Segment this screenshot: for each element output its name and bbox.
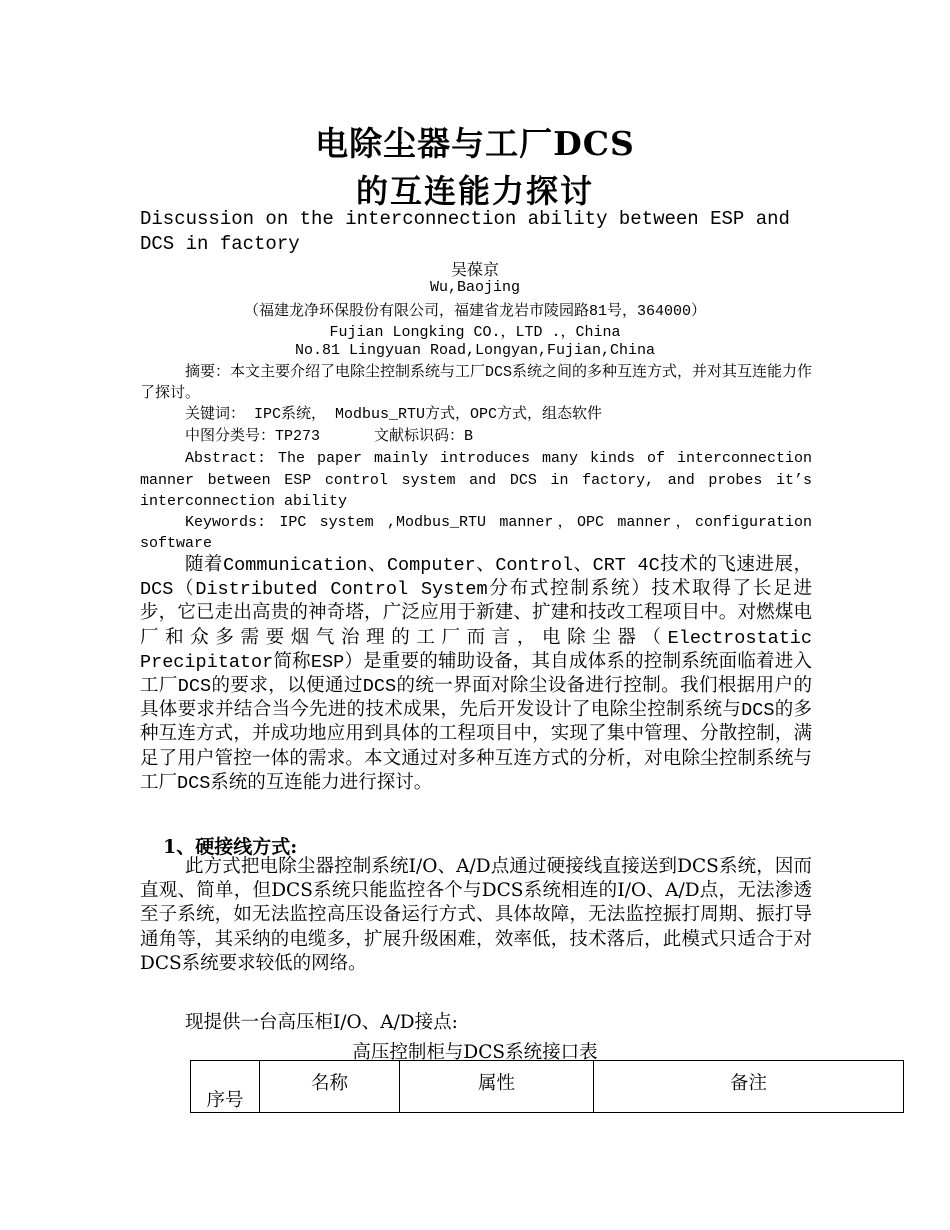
abstract-cn: 摘要：本文主要介绍了电除尘控制系统与工厂DCS系统之间的多种互连方式，并对其互连能力作了探讨。 <box>140 364 813 402</box>
title-en: Discussion on the interconnection ability between ESP and DCS in factory <box>140 208 790 255</box>
table-caption: 高压控制柜与DCS系统接口表 <box>352 1042 598 1063</box>
keywords-cn: 关键词： IPC系统， Modbus_RTU方式，OPC方式，组态软件 <box>185 406 603 423</box>
col-header-attr: 属性 <box>400 1061 594 1113</box>
author-cn: 吴葆京 <box>450 260 499 279</box>
section-1-paragraph: 此方式把电除尘器控制系统I/O、A/D点通过硬接线直接送到DCS系统，因而直观、简单，但DCS系统只能监控各个与DCS系统相连的I/O、A/D点，无法渗透至子系统，如无法监控高压设备运行方式、具体故障，无法监控振打周期、振打导通角等，其采纳的电缆多，扩展升级困难，效率低，技术落后，此模式只适合于对DCS系统要求较低的网络。 <box>140 856 812 974</box>
section-1-heading: 1、硬接线方式: <box>163 836 298 858</box>
classification: 中图分类号：TP273 文献标识码：B <box>185 428 474 445</box>
affiliation-en-line2: No.81 Lingyuan Road,Longyan,Fujian,China <box>294 342 656 359</box>
col-header-name: 名称 <box>260 1061 400 1113</box>
abstract-en: Abstract: The paper mainly introduces many kinds of interconnection manner between ESP control system and DCS in factory, and probes it’s interconnection ability <box>140 450 812 510</box>
title-cn-line1: 电除尘器与工厂DCS <box>315 124 635 163</box>
title-cn-line2: 的互连能力探讨 <box>355 172 594 210</box>
table-header-row <box>191 1061 904 1113</box>
affiliation-cn: （福建龙净环保股份有限公司，福建省龙岩市陵园路81号，364000） <box>243 303 706 320</box>
author-en: Wu,Baojing <box>429 279 520 296</box>
col-header-seq: 序号 <box>191 1061 260 1113</box>
table-intro-line: 现提供一台高压柜I/O、A/D接点: <box>185 1012 458 1033</box>
col-header-note: 备注 <box>594 1061 904 1113</box>
intro-paragraph: 随着Communication、Computer、Control、CRT 4C技术的飞速进展，DCS（Distributed Control System分布式控制系统）技术取得了长足进步，它已走出高贵的神奇塔，广泛应用于新建、扩建和技改工程项目中。对燃煤电厂和众多需要烟气治理的工厂而言，电除尘器（Electrostatic Precipitator简称ESP）是重要的辅助设备，其自成体系的控制系统面临着进入工厂DCS的要求，以便通过DCS的统一界面对除尘设备进行控制。我们根据用户的具体要求并结合当今先进的技术成果，先后开发设计了电除尘控制系统与DCS的多种互连方式，并成功地应用到具体的工程项目中，实现了集中管理、分散控制，满足了用户管控一体的需求。本文通过对多种互连方式的分析，对电除尘控制系统与工厂DCS系统的互连能力进行探讨。 <box>140 555 812 794</box>
keywords-en: Keywords: IPC system ,Modbus_RTU manner，OPC manner，configuration software <box>140 514 812 552</box>
interface-table <box>190 1060 904 1113</box>
affiliation-en-line1: Fujian Longking CO.，LTD .，China <box>329 324 621 341</box>
